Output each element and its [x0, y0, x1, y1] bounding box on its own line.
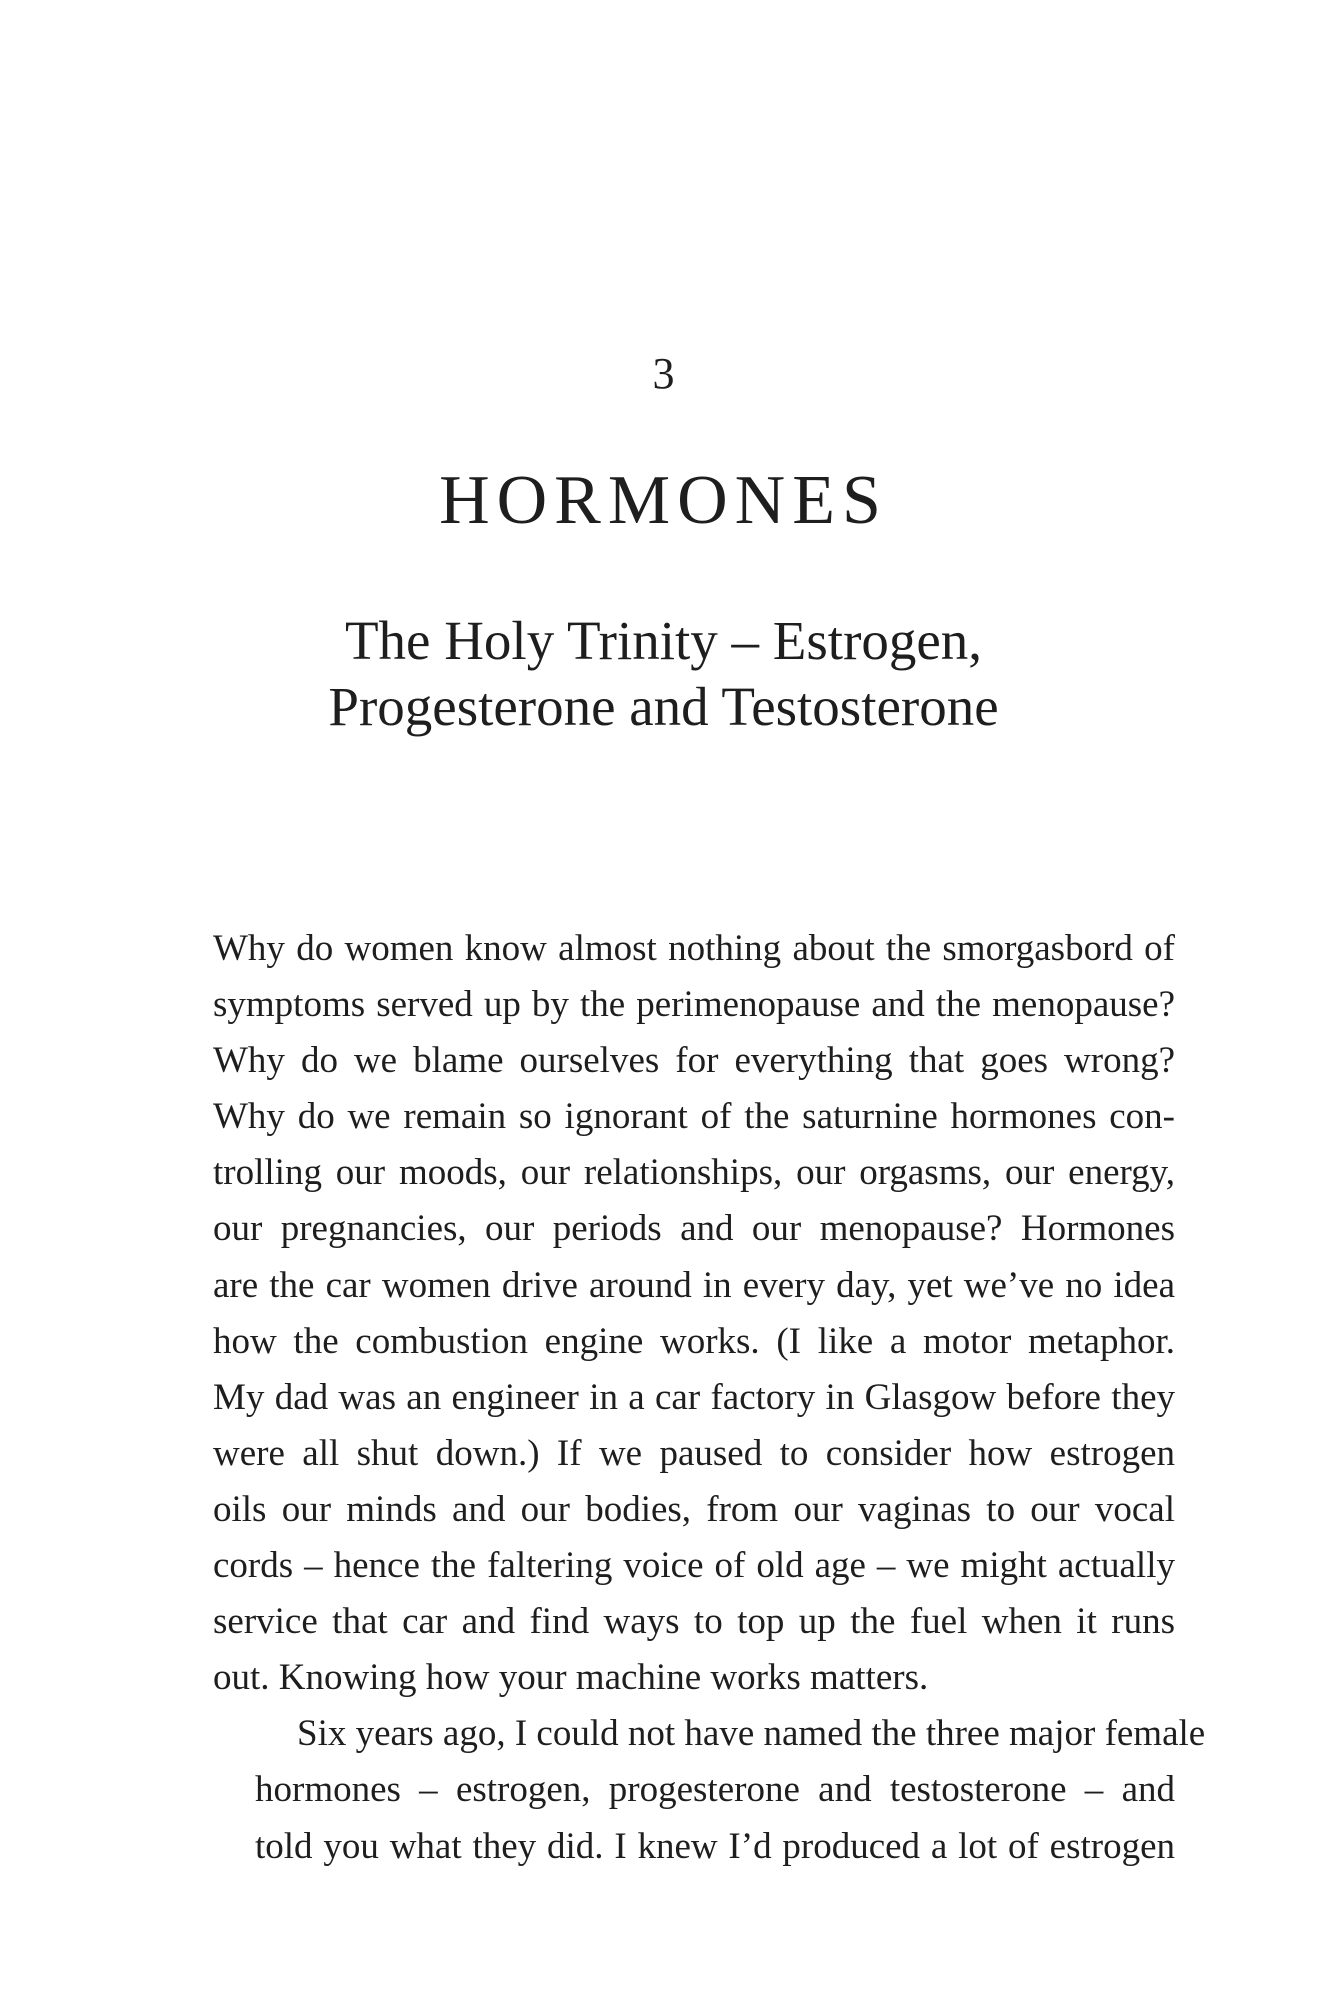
text-line: how the combustion engine works. (I like a motor metaphor. [213, 1320, 1175, 1362]
text-line: oils our minds and our bodies, from our vaginas to our vocal [213, 1488, 1175, 1530]
text-line: are the car women drive around in every day, yet we’ve no idea [213, 1264, 1175, 1306]
text-line: Why do we blame ourselves for everything that goes wrong? [213, 1040, 1175, 1082]
text-line: were all shut down.) If we paused to consider how estrogen [213, 1432, 1175, 1474]
text-line: cords – hence the faltering voice of old age – we might actually [213, 1545, 1175, 1587]
text-line: Six years ago, I could not have named the three major female [297, 1713, 1206, 1755]
text-line: Why do women know almost nothing about the smorgasbord of [213, 928, 1175, 969]
text-line: told you what they did. I knew I’d produced a lot of estrogen [255, 1825, 1175, 1867]
chapter-subtitle [0, 608, 1327, 740]
paragraph [213, 1706, 1206, 1874]
text-line: Why do we remain so ignorant of the saturnine hormones con- [213, 1096, 1175, 1138]
text-line: hormones – estrogen, progesterone and testosterone – and [255, 1769, 1175, 1811]
text-line: out. Knowing how your machine works matters. [213, 1657, 929, 1699]
text-line: our pregnancies, our periods and our menopause? Hormones [213, 1208, 1175, 1250]
chapter-number: 3 [652, 349, 675, 398]
body-text [213, 921, 1206, 1875]
text-line: symptoms served up by the perimenopause and the menopause? [213, 984, 1175, 1026]
subtitle-line: Progesterone and Testosterone [328, 676, 999, 737]
paragraph [213, 921, 1175, 1706]
text-line: trolling our moods, our relationships, our orgasms, our energy, [213, 1152, 1175, 1194]
text-line: My dad was an engineer in a car factory in Glasgow before they [213, 1376, 1175, 1418]
subtitle-line: The Holy Trinity – Estrogen, [344, 610, 983, 671]
chapter-title: HORMONES [439, 462, 888, 539]
text-line: service that car and find ways to top up the fuel when it runs [213, 1601, 1175, 1643]
